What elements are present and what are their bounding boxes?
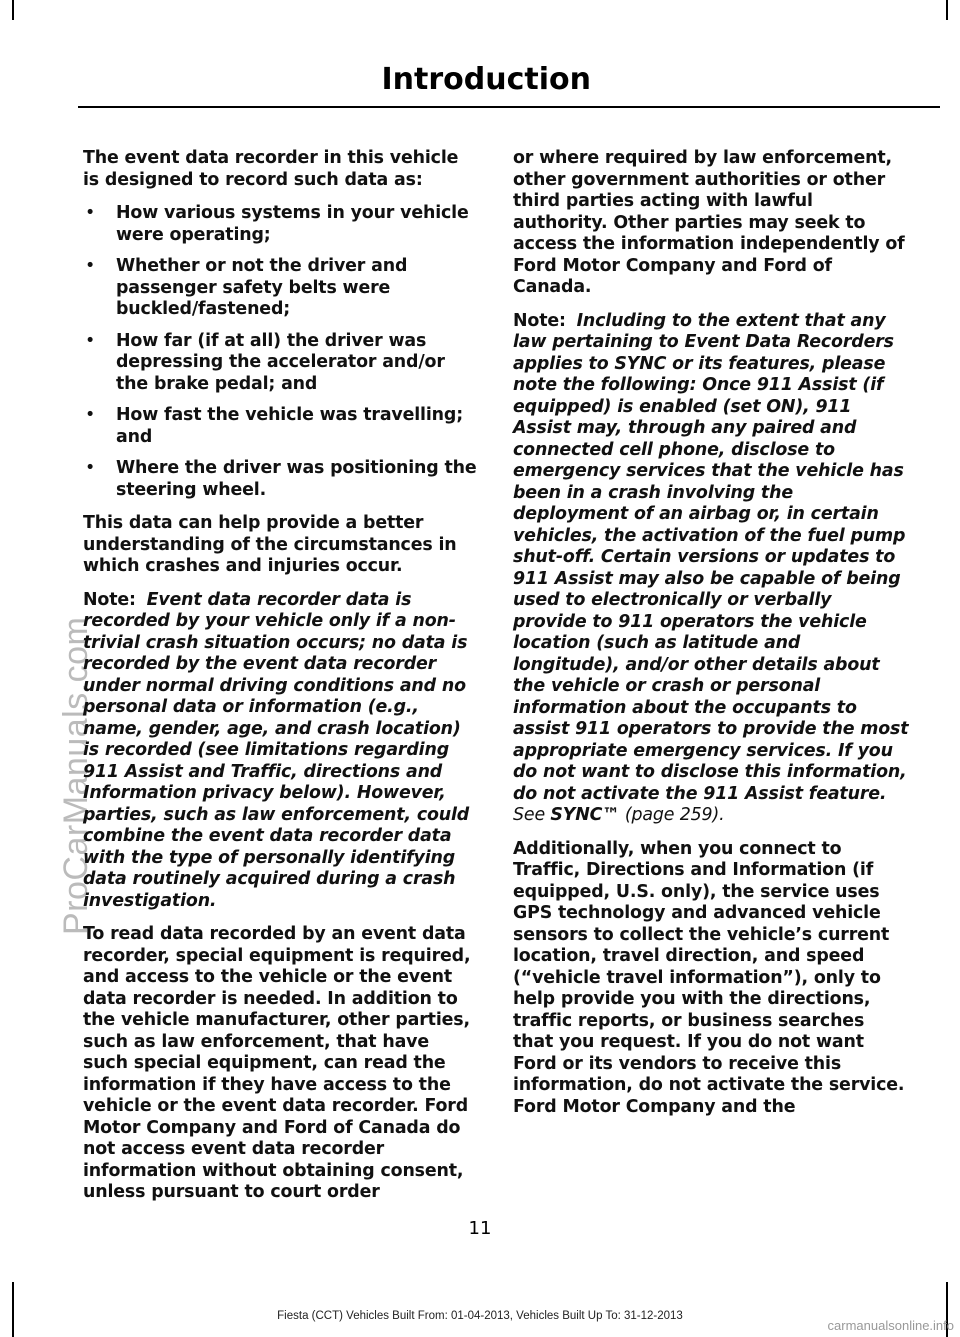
cross-reference-link[interactable]: SYNC™: [550, 805, 620, 825]
bullet-icon: •: [85, 458, 96, 478]
footer-site: carmanualsonline.info: [827, 1318, 954, 1333]
note-label: Note:: [513, 310, 566, 331]
header-divider: [78, 106, 940, 108]
note-text: Event data recorder data is recorded by your vehicle only if a non-trivial crash situation occurs; no data is recorded by the event data recorder under normal driving conditions and no personal data or information (e.g., name, gender, age, and crash location) is recorded (see limitations regarding 911 Assist and Traffic, directions and Information privacy below). However, parties, such as law enforcement, could combine the event data recorder data with the type of personally identifying data routinely acquired during a crash investigation.: [83, 589, 470, 911]
page-title: Introduction: [381, 62, 591, 97]
intro-paragraph: The event data recorder in this vehicle is designed to record such data as:: [83, 148, 459, 190]
bullet-icon: •: [85, 256, 96, 276]
list-item: • How fast the vehicle was travelling; and: [85, 405, 464, 447]
sync-note: [513, 311, 909, 827]
list-item: • Where the driver was positioning the steering wheel.: [85, 458, 477, 500]
see-label: See: [513, 805, 545, 825]
list-item: • Whether or not the driver and passenger safety belts were buckled/fastened;: [85, 256, 408, 319]
continued-paragraph: or where required by law enforcement, other government authorities or other third parties acting with lawful authority. Other parties may seek to access the information independently of Ford Motor Company and Ford of Canada.: [513, 148, 905, 297]
crop-mark: [12, 0, 14, 20]
watermark: ProCarManuals.com: [57, 616, 95, 935]
note-label: Note:: [83, 589, 136, 610]
list-item: • How various systems in your vehicle were operating;: [85, 203, 469, 245]
recorded-data-list: [83, 203, 478, 501]
crop-mark: [946, 0, 948, 20]
left-column: [83, 148, 478, 1216]
note-text: Including to the extent that any law pertaining to Event Data Recorders applies to SYNC or its features, please note the following: Once 911 Assist (if equipped) is enabled (set ON), 911 Assist may, through any paired and connected cell phone, disclose to emergency services that the vehicle has been in a crash involving the deployment of an airbag or, in certain vehicles, the activation of the fuel pump shut-off. Certain versions or updates to 911 Assist may also be capable of being used to electronically or verbally provide to 911 operators the vehicle location (such as latitude and longitude), and/or other details about the vehicle or crash or personal information about the occupants to assist 911 operators to provide the most appropriate emergency services. If you do not want to disclose this information, do not activate the 911 Assist feature.: [513, 310, 909, 804]
right-column: [513, 148, 909, 1130]
list-item: • How far (if at all) the driver was depressing the accelerator and/or the brake pedal; and: [85, 330, 445, 394]
page-number: 11: [468, 1218, 492, 1239]
bullet-icon: •: [85, 405, 96, 425]
read-data-paragraph: To read data recorded by an event data recorder, special equipment is required, and access to the vehicle or the event data recorder is needed. In addition to the vehicle manufacturer, other parties, such as law enforcement, that have such special equipment, can read the information if they have access to the vehicle or the event data recorder. Ford Motor Company and Ford of Canada do not access event data recorder information without obtaining consent, unless pursuant to court order: [83, 924, 471, 1202]
footer-vehicle-info: Fiesta (CCT) Vehicles Built From: 01-04-2013, Vehicles Built Up To: 31-12-2013: [277, 1310, 683, 1322]
edr-note: [83, 590, 478, 913]
cross-reference-page: (page 259).: [624, 805, 725, 825]
help-paragraph: This data can help provide a better understanding of the circumstances in which crashes and injuries occur.: [83, 513, 457, 576]
bullet-icon: •: [85, 203, 96, 223]
traffic-paragraph: Additionally, when you connect to Traffic, Directions and Information (if equipped, U.S. only), the service uses GPS technology and advanced vehicle sensors to collect the vehicle’s current location, travel direction, and speed (“vehicle travel information”), only to help provide you with the directions, traffic reports, or business searches that you request. If you do not want Ford or its vendors to receive this information, do not activate the service. Ford Motor Company and the: [513, 838, 905, 1117]
bullet-icon: •: [85, 330, 96, 351]
